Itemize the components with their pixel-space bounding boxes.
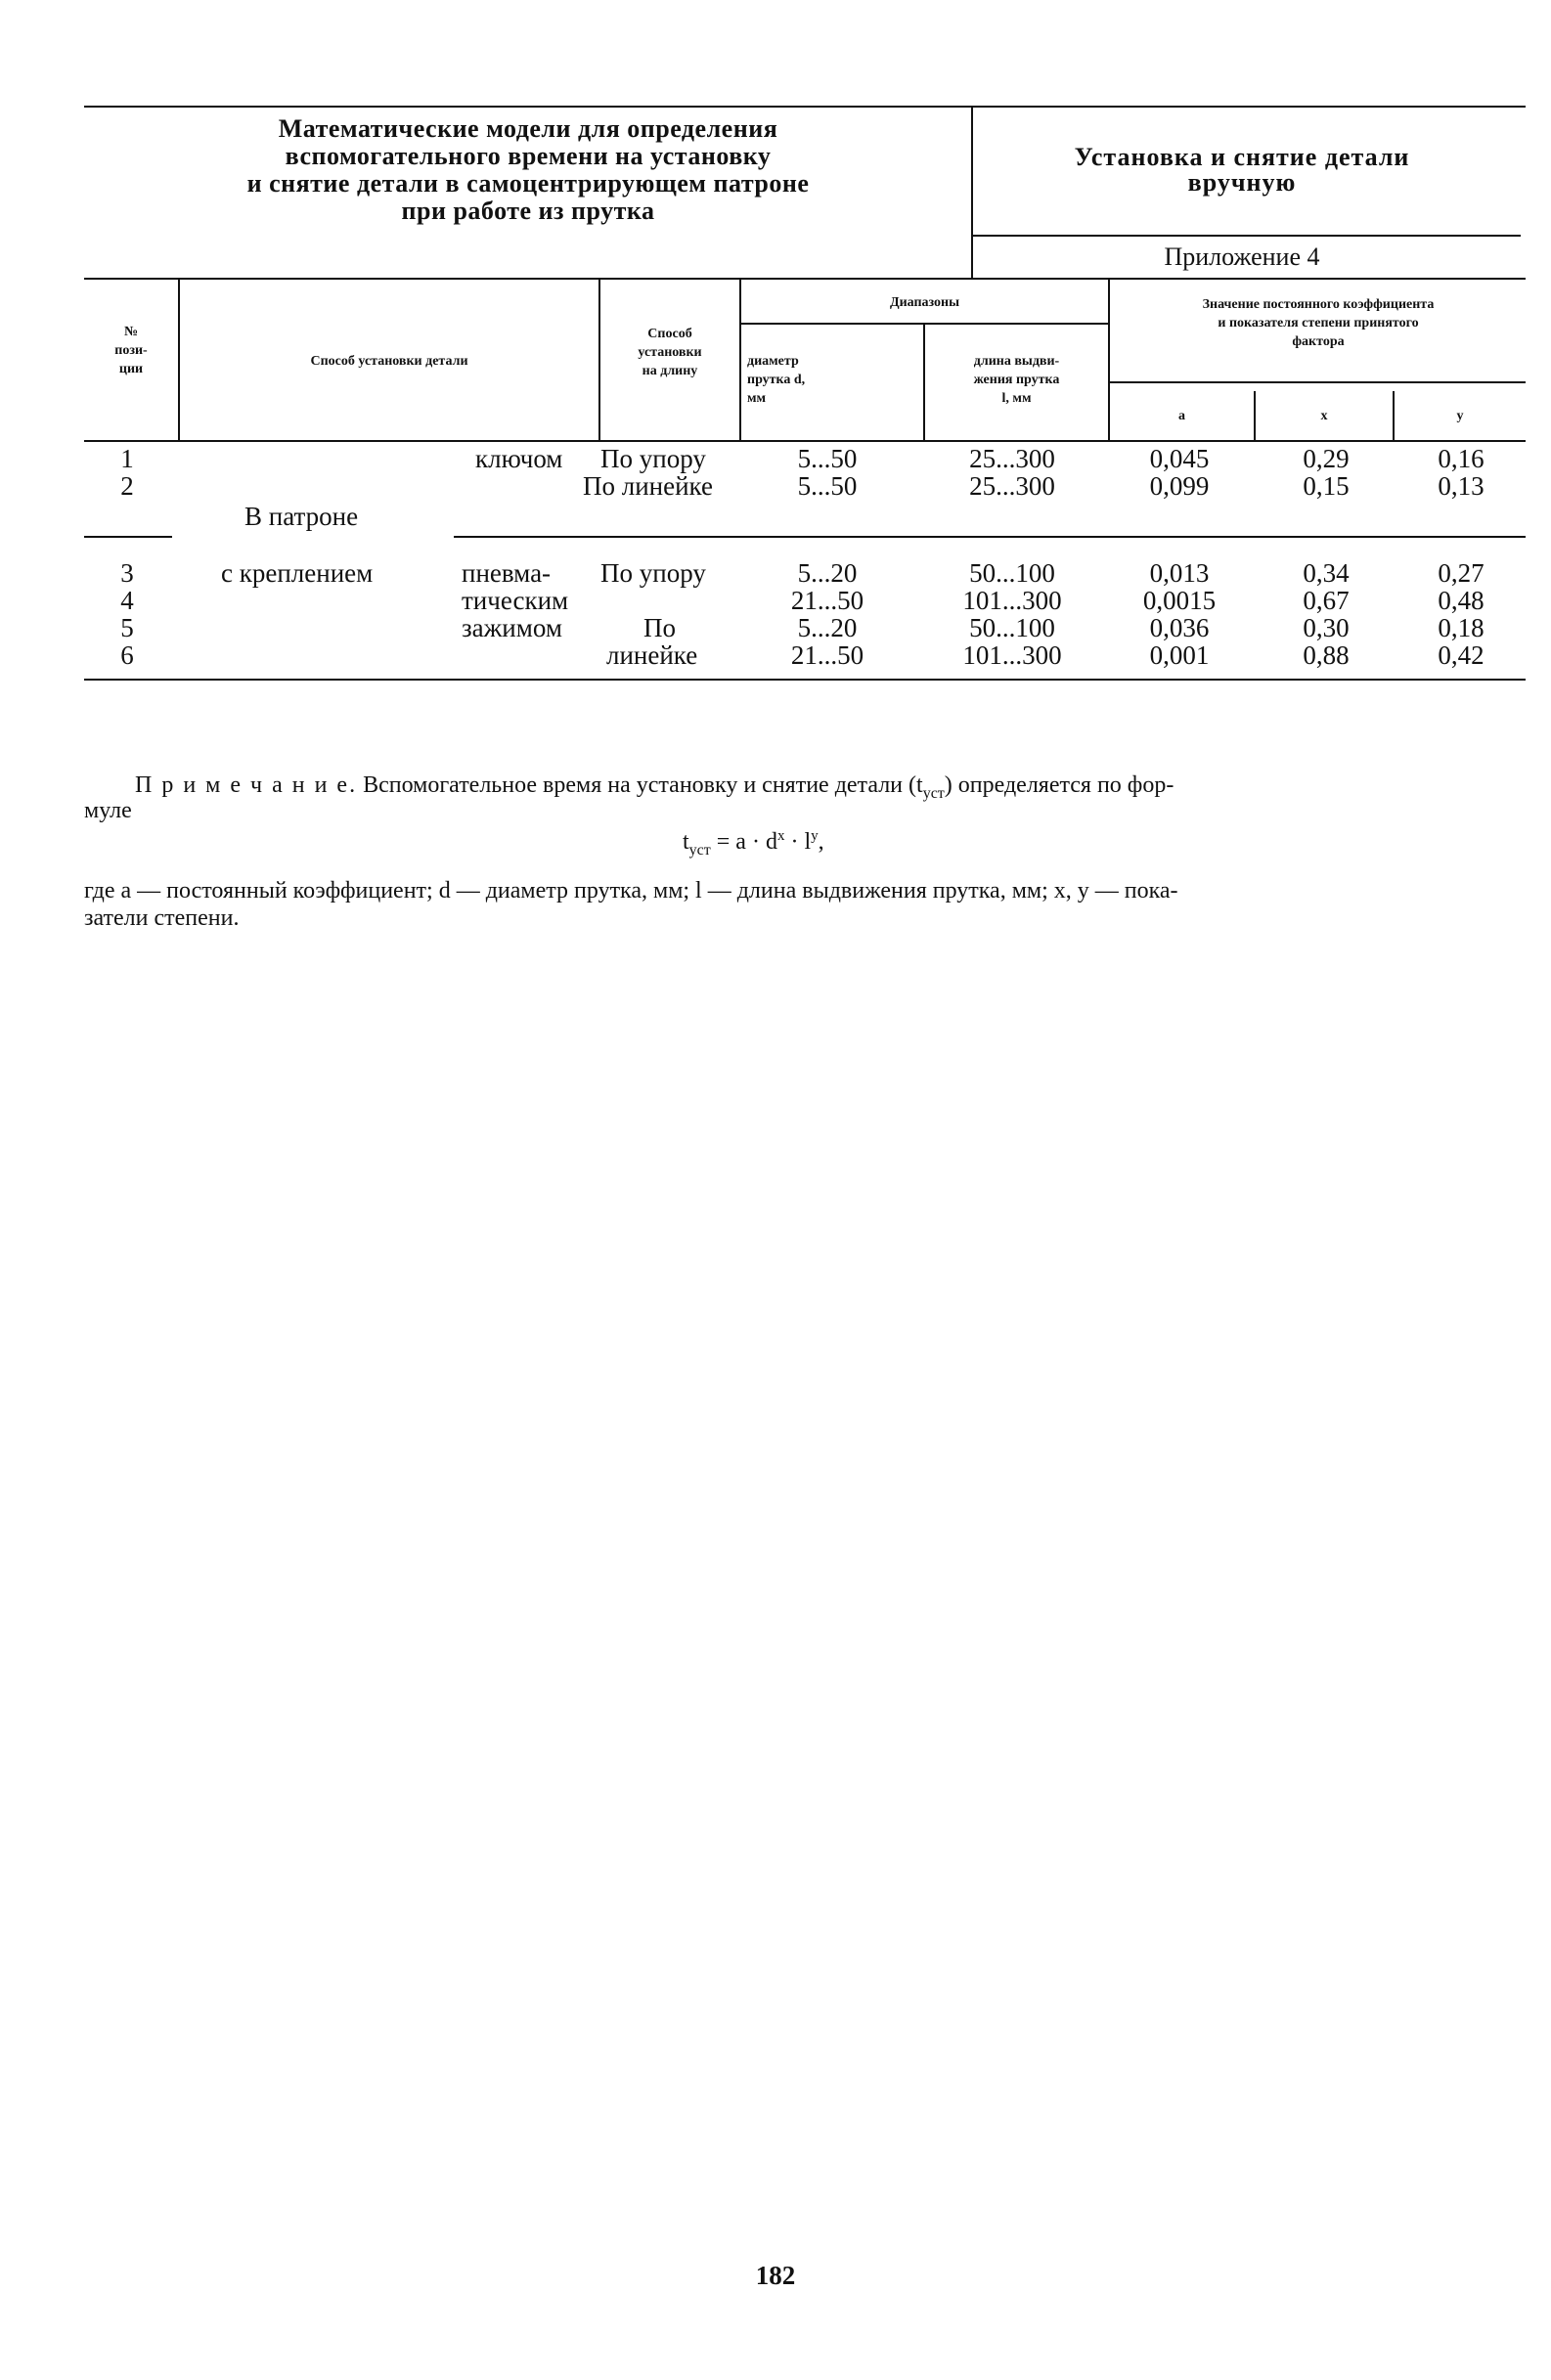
- coef-header: Значение постоянного коэффициента и показателя степени принятого фактора: [1202, 297, 1435, 349]
- group-rule-right: [454, 536, 1526, 538]
- table-row-1-len-method: По упору: [600, 444, 706, 473]
- col-length-method-header: Способ установки на длину: [638, 327, 702, 378]
- group-in-chuck: В патроне: [244, 502, 359, 531]
- table-row-6-len-method: линейке: [606, 640, 698, 670]
- group-rule-left: [84, 536, 172, 538]
- group-with-clamp: с креплением: [221, 558, 374, 588]
- table-row-6-pos: 6: [120, 640, 134, 670]
- table-row-1-l: 25...300: [969, 444, 1055, 473]
- appendix-label: Приложение 4: [1164, 242, 1320, 271]
- table-row-6-a: 0,001: [1149, 640, 1210, 670]
- table-row-4-y: 0,48: [1438, 586, 1485, 615]
- table-row-2-pos: 2: [120, 471, 134, 501]
- table-row-3-l: 50...100: [969, 558, 1055, 588]
- page-number: 182: [755, 2261, 796, 2290]
- group-pneumatic: пневма- тическим зажимом: [462, 558, 569, 642]
- table-row-4-pos: 4: [120, 586, 134, 615]
- col-a-header: a: [1178, 409, 1185, 423]
- table-row-3-a: 0,013: [1149, 558, 1210, 588]
- table-row-1-d: 5...50: [797, 444, 858, 473]
- table-row-4-l: 101...300: [962, 586, 1062, 615]
- note-formula: $t_{уст} = a \cdot d^x \cdot l^y$,: [683, 828, 824, 859]
- table-row-5-y: 0,18: [1438, 613, 1485, 642]
- table-bottom-rule: [84, 679, 1526, 681]
- table-top-rule: [84, 278, 1526, 280]
- col-length-header: длина выдви- жения прутка l, мм: [973, 354, 1060, 406]
- table-row-1-x: 0,29: [1303, 444, 1350, 473]
- top-rule: [84, 106, 1526, 108]
- table-row-5-len-method: По: [643, 613, 676, 642]
- table-row-2-len-method: По линейке: [583, 471, 713, 501]
- note-line-1: П р и м е ч а н и е. Вспомогательное время на установку и снятие детали $(t_{уст})$ определяется по фор-: [135, 772, 1174, 802]
- table-row-5-x: 0,30: [1303, 613, 1350, 642]
- table-row-5-l: 50...100: [969, 613, 1055, 642]
- right-title: Установка и снятие детали вручную: [1074, 143, 1410, 197]
- col-x-header: x: [1320, 409, 1328, 423]
- col-method-header: Способ установки детали: [310, 354, 468, 369]
- table-row-4-x: 0,67: [1303, 586, 1350, 615]
- ranges-header: Диапазоны: [889, 295, 960, 310]
- col-pos-header: № пози- ции: [114, 325, 148, 376]
- group-key: ключом: [475, 444, 563, 473]
- appendix-rule: [973, 235, 1521, 237]
- table-row-5-pos: 5: [120, 613, 134, 642]
- table-row-2-l: 25...300: [969, 471, 1055, 501]
- col-diameter-header: диаметр прутка d, мм: [747, 354, 806, 406]
- note-line-3: где a — постоянный коэффициент; d — диаметр прутка, мм; l — длина выдвижения прутка, мм; x, y — пока-: [84, 878, 1178, 904]
- table-row-3-d: 5...20: [797, 558, 858, 588]
- note-label: П р и м е ч а н и е.: [135, 772, 358, 798]
- table-row-2-x: 0,15: [1303, 471, 1350, 501]
- left-title: Математические модели для определения вспомогательного времени на установку и снятие детали в самоцентрирующем патроне при работе из прутка: [246, 114, 810, 225]
- table-row-2-a: 0,099: [1149, 471, 1210, 501]
- col-y-header: y: [1456, 409, 1464, 423]
- header-bottom-rule: [84, 440, 1526, 442]
- note-line-2: муле: [84, 798, 132, 823]
- coef-rule: [1109, 381, 1526, 383]
- table-row-2-y: 0,13: [1438, 471, 1485, 501]
- table-row-3-pos: 3: [120, 558, 134, 588]
- table-row-5-d: 5...20: [797, 613, 858, 642]
- table-row-4-d: 21...50: [790, 586, 864, 615]
- table-row-6-l: 101...300: [962, 640, 1062, 670]
- table-row-2-d: 5...50: [797, 471, 858, 501]
- table-row-4-a: 0,0015: [1142, 586, 1217, 615]
- table-row-1-pos: 1: [120, 444, 134, 473]
- ranges-rule: [740, 323, 1108, 325]
- header-divider: [971, 106, 973, 278]
- table-row-1-a: 0,045: [1149, 444, 1210, 473]
- table-row-3-len-method: По упору: [600, 558, 706, 588]
- table-row-3-y: 0,27: [1438, 558, 1485, 588]
- table-row-6-d: 21...50: [790, 640, 864, 670]
- note-line-4: затели степени.: [84, 905, 240, 931]
- table-row-5-a: 0,036: [1149, 613, 1210, 642]
- table-row-6-x: 0,88: [1303, 640, 1350, 670]
- table-row-6-y: 0,42: [1438, 640, 1485, 670]
- table-row-3-x: 0,34: [1303, 558, 1350, 588]
- table-row-1-y: 0,16: [1438, 444, 1485, 473]
